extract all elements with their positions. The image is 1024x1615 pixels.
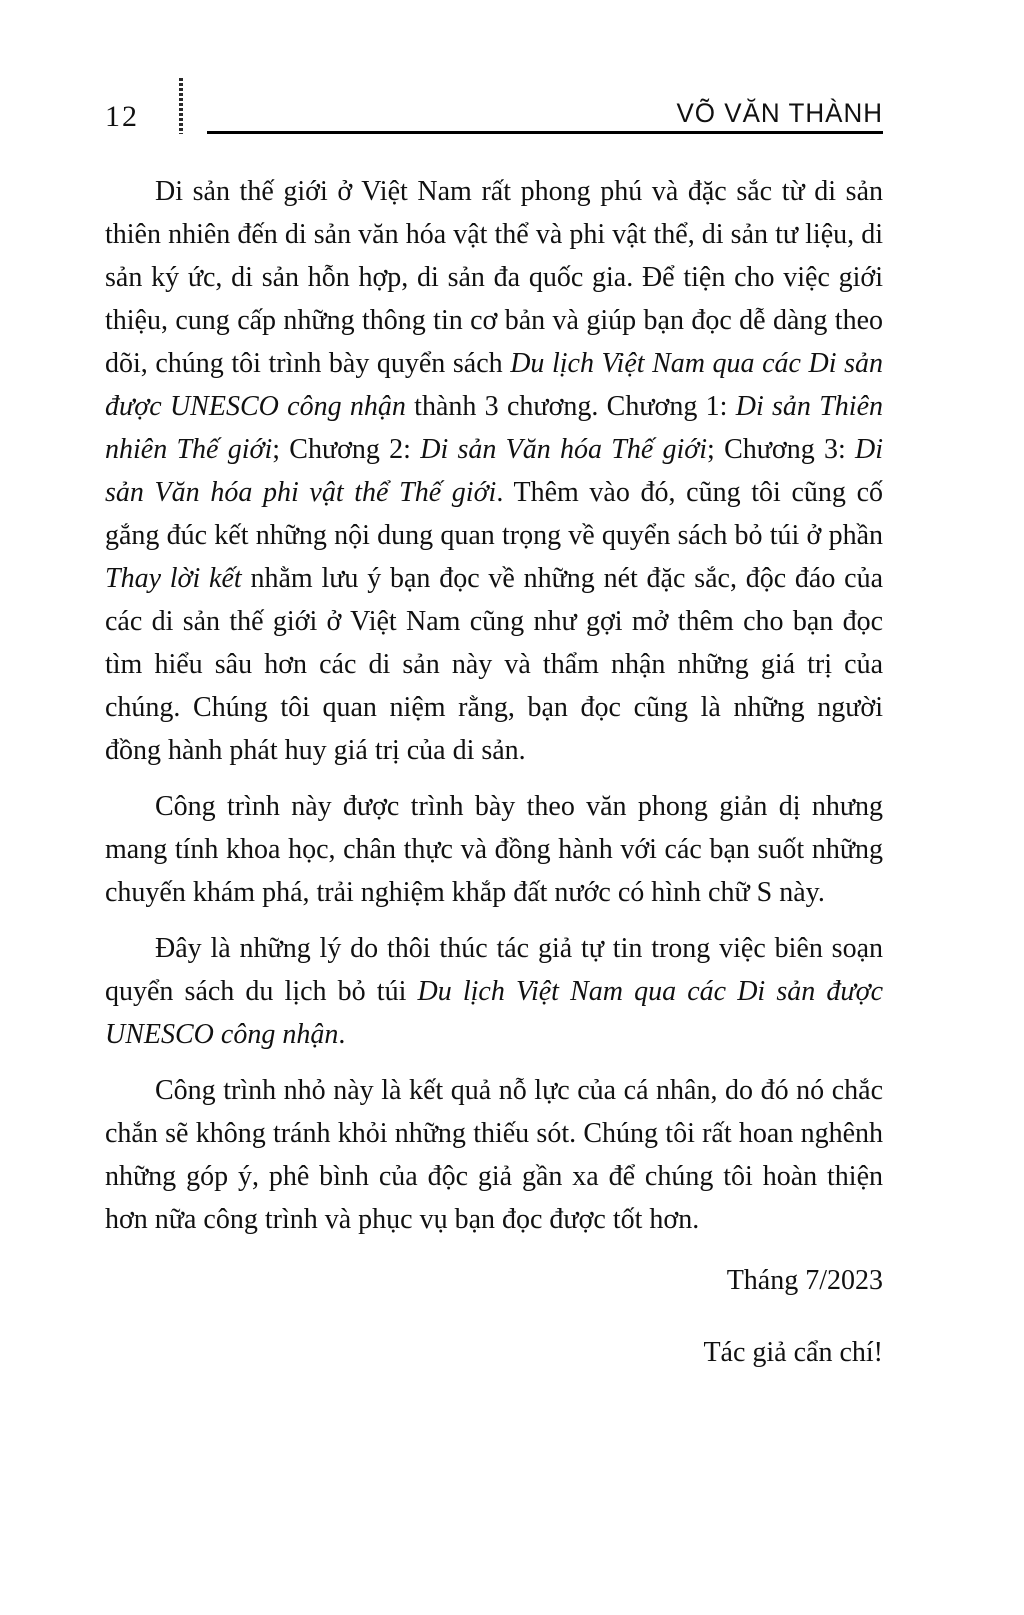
header-rule-wrap bbox=[207, 99, 883, 134]
text-segment: thành 3 chương. Chương 1: bbox=[405, 391, 736, 422]
signature-block bbox=[105, 1259, 883, 1374]
page-number: 12 bbox=[105, 100, 139, 133]
signature-author-note: Tác giả cẩn chí! bbox=[703, 1337, 883, 1368]
text-segment: . bbox=[338, 1019, 346, 1050]
paragraph bbox=[105, 1069, 883, 1241]
header-rule bbox=[207, 131, 883, 134]
italic-text-segment: Di sản Văn hóa phi vật thể Thế giới bbox=[105, 434, 884, 508]
text-segment: nhằm lưu ý bạn đọc về những nét đặc sắc, độc đáo của các di sản thế giới ở Việt Nam cũng như gợi mở thêm cho bạn đọc tìm hiểu sâu hơn các di sản này và thẩm nhận những giá trị của chúng. Chúng tôi quan niệm rằng, bạn đọc cũng là những người đồng hành phát huy giá trị của di sản. bbox=[105, 563, 883, 766]
italic-text-segment: Di sản Thiên nhiên Thế giới bbox=[105, 391, 884, 465]
italic-text-segment: Du lịch Việt Nam qua các Di sản được UNESCO công nhận bbox=[105, 976, 883, 1050]
paragraph bbox=[105, 170, 883, 772]
text-segment: . Thêm vào đó, cũng tôi cũng cố gắng đúc kết những nội dung quan trọng về quyển sách bỏ túi ở phần bbox=[105, 477, 883, 551]
paragraph bbox=[105, 927, 883, 1056]
text-segment: ; Chương 2: bbox=[272, 434, 421, 465]
paragraph bbox=[105, 785, 883, 914]
text-segment: Đây là những lý do thôi thúc tác giả tự tin trong việc biên soạn quyển sách du lịch bỏ túi bbox=[105, 933, 883, 1007]
running-header bbox=[105, 78, 883, 134]
text-segment: Công trình nhỏ này là kết quả nỗ lực của cá nhân, do đó nó chắc chắn sẽ không tránh khỏi những thiếu sót. Chúng tôi rất hoan nghênh những góp ý, phê bình của độc giả gần xa để chúng tôi hoàn thiện hơn nữa công trình và phục vụ bạn đọc được tốt hơn. bbox=[105, 1075, 883, 1235]
italic-text-segment: Du lịch Việt Nam qua các Di sản được UNESCO công nhận bbox=[105, 348, 883, 422]
italic-text-segment: Thay lời kết bbox=[105, 563, 242, 594]
header-divider-tick bbox=[179, 78, 183, 134]
running-head-author: VÕ VĂN THÀNH bbox=[676, 98, 883, 129]
page-body bbox=[105, 170, 883, 1374]
signature-date: Tháng 7/2023 bbox=[726, 1265, 883, 1296]
italic-text-segment: Di sản Văn hóa Thế giới bbox=[420, 434, 708, 465]
text-segment: Di sản thế giới ở Việt Nam rất phong phú và đặc sắc từ di sản thiên nhiên đến di sản văn hóa vật thể và phi vật thể, di sản tư liệu, di sản ký ức, di sản hỗn hợp, di sản đa quốc gia. Để tiện cho việc giới thiệu, cung cấp những thông tin cơ bản và giúp bạn đọc dễ dàng theo dõi, chúng tôi trình bày quyển sách bbox=[105, 176, 883, 379]
text-segment: ; Chương 3: bbox=[707, 434, 856, 465]
text-segment: Công trình này được trình bày theo văn phong giản dị nhưng mang tính khoa học, chân thực và đồng hành với các bạn suốt những chuyến khám phá, trải nghiệm khắp đất nước có hình chữ S này. bbox=[105, 791, 883, 908]
